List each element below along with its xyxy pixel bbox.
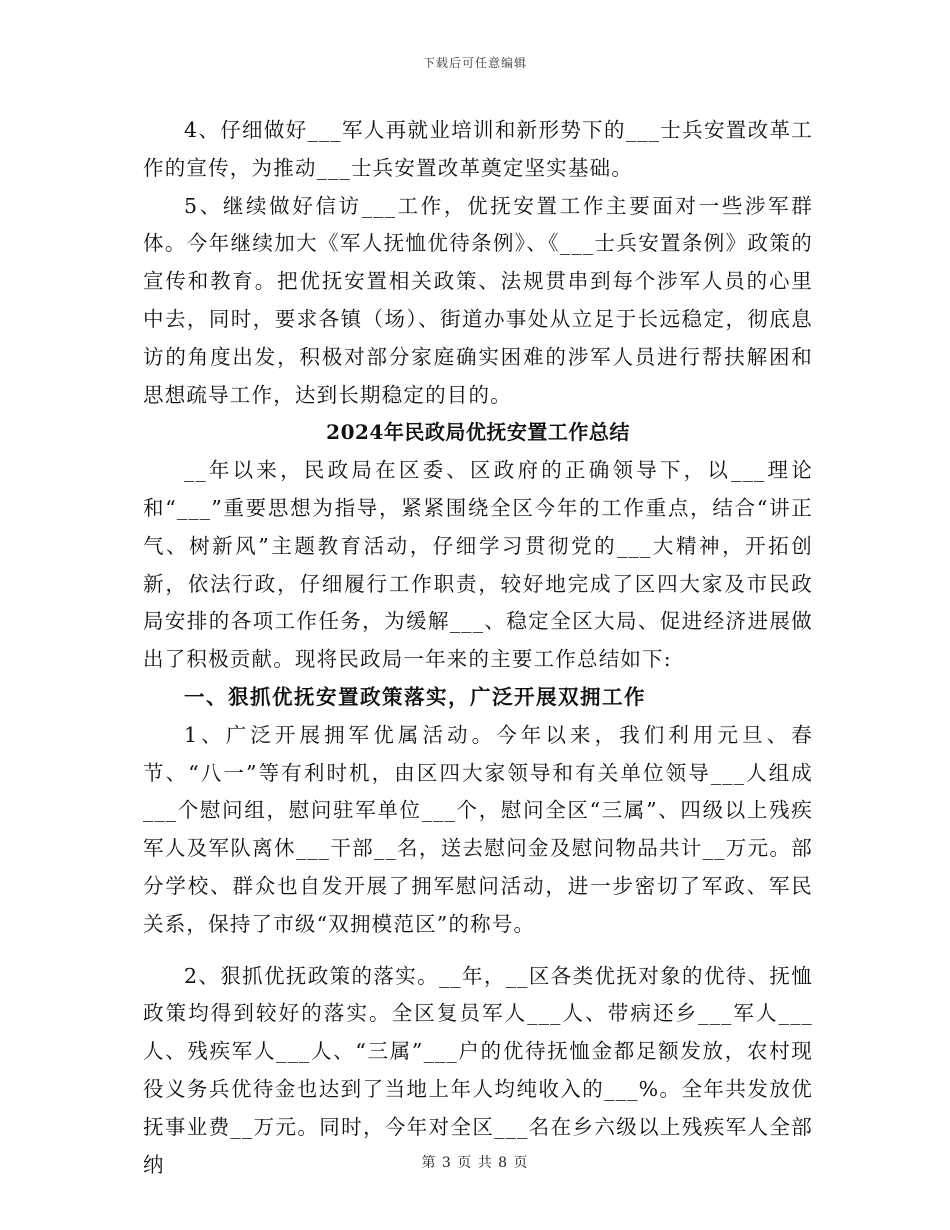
paragraph-item-5: 5、继续做好信访___工作，优抚安置工作主要面对一些涉军群体。今年继续加大《军人抚恤优待条例》、《___士兵安置条例》政策的宣传和教育。把优抚安置相关政策、法规贯串到每个涉军人员的心里中去，同时，要求各镇（场）、街道办事处从立足于长远稳定，彻底息访的角度出发，积极对部分家庭确实困难的涉军人员进行帮扶解困和思想疏导工作，达到长期稳定的目的。 [143, 193, 813, 407]
paragraph-item-4: 4、仔细做好___军人再就业培训和新形势下的___士兵安置改革工作的宣传，为推动___士兵安置改革奠定坚实基础。 [143, 118, 813, 180]
section-heading: 一、狠抓优抚安置政策落实，广泛开展双拥工作 [184, 684, 646, 709]
section-item-2: 2、狠抓优抚政策的落实。__年，__区各类优抚对象的优待、抚恤政策均得到较好的落实。全区复员军人___人、带病还乡___军人___人、残疾军人___人、“三属”___户的优待抚恤金都足额发放，农村现役义务兵优待金也达到了当地上年人均纯收入的___%。全年共发放优抚事业费__万元。同时，今年对全区___名在乡六级以上残疾军人全部纳 [143, 963, 813, 1177]
page-number: 第 3 页 共 8 页 [421, 1155, 529, 1171]
page-header: 下载后可任意编辑 [422, 56, 527, 70]
section-item-1: 1、广泛开展拥军优属活动。今年以来，我们利用元旦、春节、“八一”等有利时机，由区四大家领导和有关单位领导___人组成___个慰问组，慰问驻军单位___个，慰问全区“三属”、四级以上残疾军人及军队离休___干部__名，送去慰问金及慰问物品共计__万元。部分学校、群众也自发开展了拥军慰问活动，进一步密切了军政、军民关系，保持了市级“双拥模范区”的称号。 [143, 722, 813, 936]
document-body [143, 112, 813, 1184]
document-title: 2024年民政局优抚安置工作总结 [326, 420, 630, 445]
intro-paragraph: __年以来，民政局在区委、区政府的正确领导下，以___理论和“___”重要思想为指导，紧紧围绕全区今年的工作重点，结合“讲正气、树新风”主题教育活动，仔细学习贯彻党的___大精神，开拓创新，依法行政，仔细履行工作职责，较好地完成了区四大家及市民政局安排的各项工作任务，为缓解___、稳定全区大局、促进经济进展做出了积极贡献。现将民政局一年来的主要工作总结如下: [143, 458, 813, 672]
